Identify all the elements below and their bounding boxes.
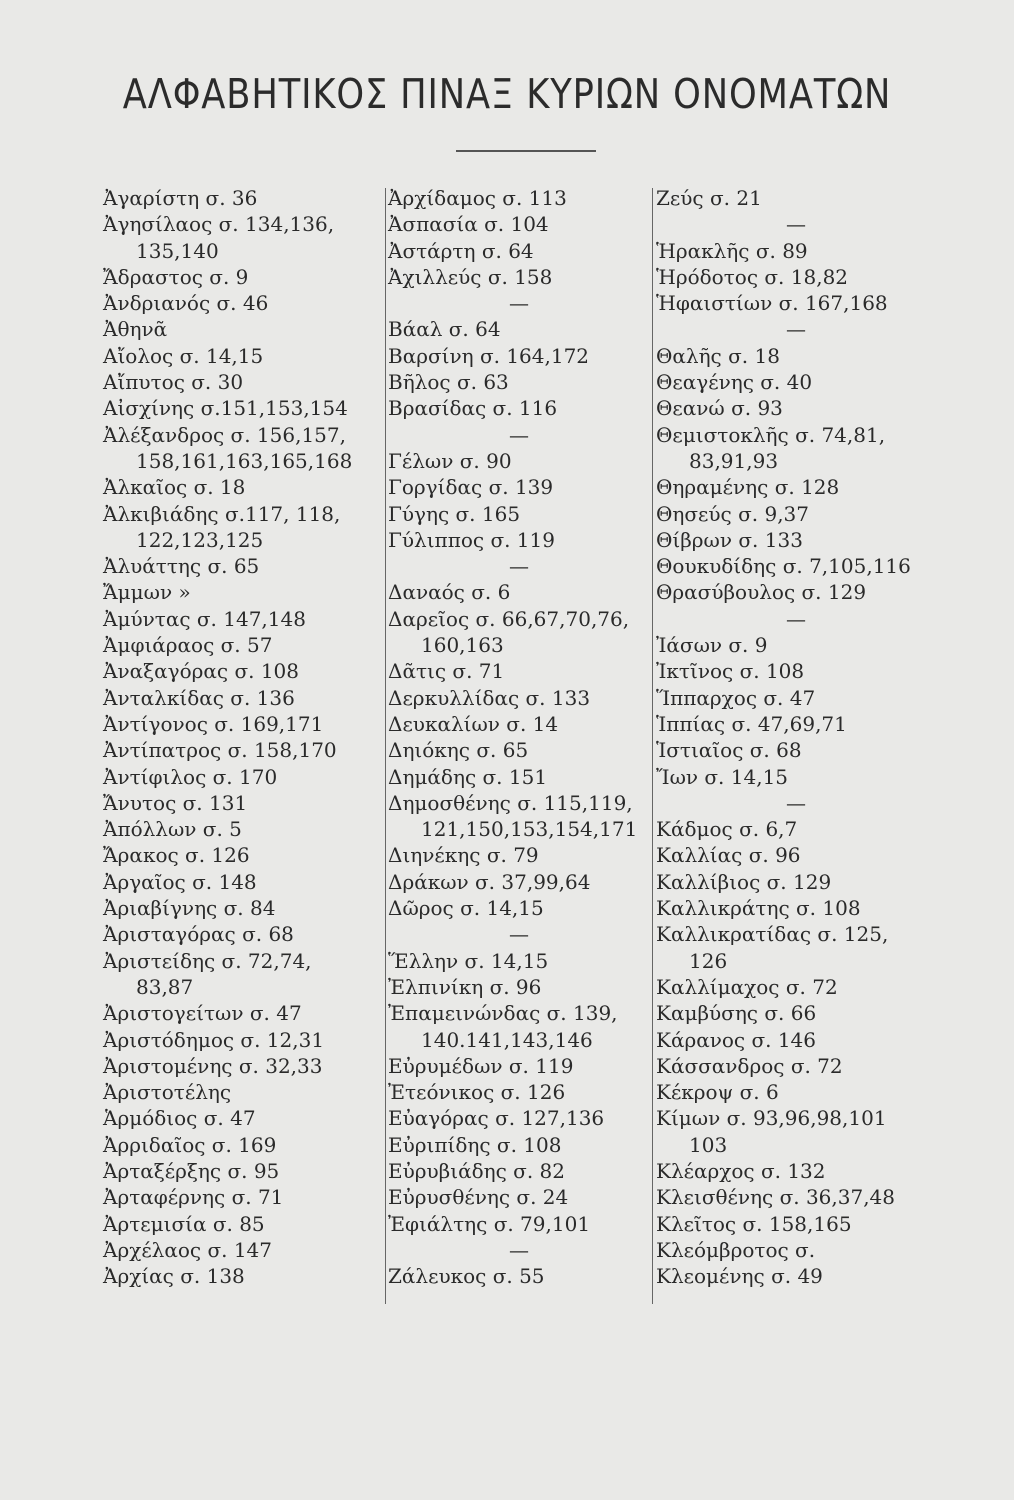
index-entry: Κάσσανδρος σ. 72 bbox=[656, 1053, 843, 1078]
index-entry: Ἀρταφέρνης σ. 71 bbox=[103, 1185, 284, 1210]
column-divider bbox=[385, 188, 386, 1304]
index-entry: Εὐαγόρας σ. 127,136 bbox=[388, 1106, 605, 1131]
index-entry: Ἀλκαῖος σ. 18 bbox=[103, 475, 246, 500]
index-entry: Ἀλκιβιάδης σ.117, 118, bbox=[103, 501, 341, 526]
index-entry: Θηραμένης σ. 128 bbox=[656, 475, 840, 500]
index-entry: Ἀντίπατρος σ. 158,170 bbox=[103, 738, 337, 763]
index-entry: Ἰκτῖνος σ. 108 bbox=[656, 659, 805, 684]
index-entry: Ἡφαιστίων σ. 167,168 bbox=[656, 291, 888, 316]
section-separator: — bbox=[509, 922, 529, 947]
index-entry: Ἐφιάλτης σ. 79,101 bbox=[388, 1211, 591, 1236]
index-entry: Καλλικρατίδας σ. 125, bbox=[656, 922, 889, 947]
section-separator: — bbox=[509, 1237, 529, 1262]
index-column-3 bbox=[656, 185, 936, 1289]
index-entry: Θουκυδίδης σ. 7,105,116 bbox=[656, 554, 911, 579]
index-entry: Ἀριαβίγνης σ. 84 bbox=[103, 896, 276, 921]
index-entry: Ἴων σ. 14,15 bbox=[656, 764, 789, 789]
index-entry: Βάαλ σ. 64 bbox=[388, 317, 501, 342]
index-entry: Ἱππίας σ. 47,69,71 bbox=[656, 711, 847, 736]
index-entry: Ἀρταξέρξης σ. 95 bbox=[103, 1158, 280, 1183]
index-entry: Ἱστιαῖος σ. 68 bbox=[656, 738, 802, 763]
index-entry: Δημοσθένης σ. 115,119, bbox=[388, 790, 633, 815]
index-entry-continuation: 126 bbox=[689, 948, 728, 973]
index-entry: Δημάδης σ. 151 bbox=[388, 764, 548, 789]
section-separator: — bbox=[786, 606, 806, 631]
index-entry: Θησεύς σ. 9,37 bbox=[656, 501, 810, 526]
index-entry-continuation: 160,163 bbox=[421, 633, 504, 658]
index-entry: Κίμων σ. 93,96,98,101 bbox=[656, 1106, 887, 1131]
index-entry: Καλλίβιος σ. 129 bbox=[656, 869, 832, 894]
index-entry: Εὐρυβιάδης σ. 82 bbox=[388, 1158, 565, 1183]
index-entry: Ἀλέξανδρος σ. 156,157, bbox=[103, 422, 346, 447]
index-entry: Θεαγένης σ. 40 bbox=[656, 370, 813, 395]
index-entry: Ἀριστομένης σ. 32,33 bbox=[103, 1053, 323, 1078]
index-entry: Ἁρμόδιος σ. 47 bbox=[103, 1106, 256, 1131]
index-entry: Γοργίδας σ. 139 bbox=[388, 475, 554, 500]
index-entry: Ἀλυάττης σ. 65 bbox=[103, 554, 260, 579]
section-separator: — bbox=[509, 291, 529, 316]
index-entry: Ἀστάρτη σ. 64 bbox=[388, 238, 534, 263]
index-entry: Αἰσχίνης σ.151,153,154 bbox=[103, 396, 348, 421]
index-entry: Ἀναξαγόρας σ. 108 bbox=[103, 659, 299, 684]
index-entry: Καλλικράτης σ. 108 bbox=[656, 896, 861, 921]
index-entry-continuation: 103 bbox=[689, 1132, 728, 1157]
index-entry-continuation: 83,87 bbox=[136, 974, 194, 999]
index-entry-continuation: 158,161,163,165,168 bbox=[136, 448, 353, 473]
index-entry-continuation: 135,140 bbox=[136, 238, 219, 263]
index-entry: Ἕλλην σ. 14,15 bbox=[388, 948, 549, 973]
index-entry: Θίβρων σ. 133 bbox=[656, 527, 803, 552]
index-entry: Ἀριστοτέλης bbox=[103, 1080, 232, 1105]
section-separator: — bbox=[786, 212, 806, 237]
index-entry: Αἴολος σ. 14,15 bbox=[103, 343, 264, 368]
index-entry: Κάδμος σ. 6,7 bbox=[656, 817, 798, 842]
index-entry: Κλεισθένης σ. 36,37,48 bbox=[656, 1185, 896, 1210]
index-entry: Εὐρυσθένης σ. 24 bbox=[388, 1185, 569, 1210]
index-entry: Ἀντίφιλος σ. 170 bbox=[103, 764, 278, 789]
index-entry: Καμβύσης σ. 66 bbox=[656, 1001, 817, 1026]
index-entry: Κάρανος σ. 146 bbox=[656, 1027, 817, 1052]
index-entry: Γέλων σ. 90 bbox=[388, 448, 512, 473]
index-entry: Κλεόμβροτος σ. bbox=[656, 1237, 816, 1262]
index-entry: Ζάλευκος σ. 55 bbox=[388, 1264, 545, 1289]
index-entry: Θεμιστοκλῆς σ. 74,81, bbox=[656, 422, 886, 447]
index-entry-continuation: 122,123,125 bbox=[136, 527, 264, 552]
index-entry: Εὐριπίδης σ. 108 bbox=[388, 1132, 562, 1157]
index-entry: Ἀρχέλαος σ. 147 bbox=[103, 1237, 273, 1262]
index-entry: Θρασύβουλος σ. 129 bbox=[656, 580, 867, 605]
index-entry: Ἀθηνᾶ bbox=[103, 317, 168, 342]
index-entry: Ἀριστογείτων σ. 47 bbox=[103, 1001, 302, 1026]
index-entry: Ἀνδριανός σ. 46 bbox=[103, 291, 269, 316]
index-entry: Δράκων σ. 37,99,64 bbox=[388, 869, 591, 894]
index-column-2 bbox=[388, 185, 650, 1289]
page-title: ΑΛΦΑΒΗΤΙΚΟΣ ΠΙΝΑΞ ΚΥΡΙΩΝ ΟΝΟΜΑΤΩΝ bbox=[122, 70, 892, 118]
index-entry: Ἡρόδοτος σ. 18,82 bbox=[656, 264, 849, 289]
index-entry: Διηνέκης σ. 79 bbox=[388, 843, 539, 868]
index-entry: Ἀρτεμισία σ. 85 bbox=[103, 1211, 265, 1236]
index-entry: Δαρεῖος σ. 66,67,70,76, bbox=[388, 606, 630, 631]
index-entry: Δαναός σ. 6 bbox=[388, 580, 511, 605]
index-entry: Δᾶτις σ. 71 bbox=[388, 659, 505, 684]
section-separator: — bbox=[509, 422, 529, 447]
index-entry: Ἄμμων » bbox=[103, 580, 191, 605]
index-entry: Ἡρακλῆς σ. 89 bbox=[656, 238, 808, 263]
index-entry: Ἀρισταγόρας σ. 68 bbox=[103, 922, 294, 947]
index-entry: Βαρσίνη σ. 164,172 bbox=[388, 343, 590, 368]
index-entry: Ἄρακος σ. 126 bbox=[103, 843, 250, 868]
index-entry-continuation: 140.141,143,146 bbox=[421, 1027, 593, 1052]
index-entry: Ἀριστείδης σ. 72,74, bbox=[103, 948, 312, 973]
index-entry: Καλλίμαχος σ. 72 bbox=[656, 974, 838, 999]
index-entry: Δερκυλλίδας σ. 133 bbox=[388, 685, 591, 710]
index-entry: Ἀντίγονος σ. 169,171 bbox=[103, 711, 324, 736]
index-entry: Ἀργαῖος σ. 148 bbox=[103, 869, 257, 894]
index-entry: Ἐλπινίκη σ. 96 bbox=[388, 974, 542, 999]
index-entry: Κλεῖτος σ. 158,165 bbox=[656, 1211, 852, 1236]
index-entry: Θαλῆς σ. 18 bbox=[656, 343, 780, 368]
section-separator: — bbox=[786, 790, 806, 815]
section-separator: — bbox=[509, 554, 529, 579]
index-entry: Γύγης σ. 165 bbox=[388, 501, 521, 526]
index-entry: Κλεομένης σ. 49 bbox=[656, 1264, 823, 1289]
column-divider bbox=[652, 188, 653, 1304]
index-entry: Ἵππαρχος σ. 47 bbox=[656, 685, 816, 710]
index-entry: Ἀρχίδαμος σ. 113 bbox=[388, 186, 567, 210]
index-entry: Βρασίδας σ. 116 bbox=[388, 396, 558, 421]
section-separator: — bbox=[786, 317, 806, 342]
index-entry: Αἴπυτος σ. 30 bbox=[103, 370, 244, 395]
index-entry: Κλέαρχος σ. 132 bbox=[656, 1158, 826, 1183]
index-entry: Ἰάσων σ. 9 bbox=[656, 633, 768, 658]
index-entry: Ἀσπασία σ. 104 bbox=[388, 212, 549, 237]
index-entry: Κέκροψ σ. 6 bbox=[656, 1080, 779, 1105]
index-entry: Ἀρριδαῖος σ. 169 bbox=[103, 1132, 277, 1157]
title-rule bbox=[456, 150, 596, 152]
index-entry: Εὐρυμέδων σ. 119 bbox=[388, 1053, 574, 1078]
index-column-1 bbox=[103, 185, 383, 1289]
index-entry: Ἀγησίλαος σ. 134,136, bbox=[103, 212, 335, 237]
index-entry: Δῶρος σ. 14,15 bbox=[388, 896, 544, 921]
index-entry: Ἀρχίας σ. 138 bbox=[103, 1264, 245, 1289]
index-entry: Ἄνυτος σ. 131 bbox=[103, 790, 248, 815]
index-entry: Ἀνταλκίδας σ. 136 bbox=[103, 685, 295, 710]
index-entry: Ἀπόλλων σ. 5 bbox=[103, 817, 242, 842]
index-entry: Καλλίας σ. 96 bbox=[656, 843, 801, 868]
index-entry-continuation: 121,150,153,154,171 bbox=[421, 817, 638, 842]
index-entry: Ζεύς σ. 21 bbox=[656, 186, 762, 210]
index-entry: Ἀγαρίστη σ. 36 bbox=[103, 186, 258, 210]
index-entry: Ἐπαμεινώνδας σ. 139, bbox=[388, 1001, 618, 1026]
index-entry: Δηιόκης σ. 65 bbox=[388, 738, 529, 763]
index-entry: Θεανώ σ. 93 bbox=[656, 396, 783, 421]
index-entry: Γύλιππος σ. 119 bbox=[388, 527, 555, 552]
index-entry: Ἐτεόνικος σ. 126 bbox=[388, 1080, 566, 1105]
index-entry: Ἀριστόδημος σ. 12,31 bbox=[103, 1027, 325, 1052]
index-entry: Βῆλος σ. 63 bbox=[388, 370, 509, 395]
index-entry: Ἀμφιάραος σ. 57 bbox=[103, 633, 273, 658]
index-entry: Ἄδραστος σ. 9 bbox=[103, 264, 249, 289]
index-entry: Ἀμύντας σ. 147,148 bbox=[103, 606, 306, 631]
index-entry: Ἀχιλλεύς σ. 158 bbox=[388, 264, 553, 289]
index-entry: Δευκαλίων σ. 14 bbox=[388, 711, 559, 736]
index-entry-continuation: 83,91,93 bbox=[689, 448, 779, 473]
